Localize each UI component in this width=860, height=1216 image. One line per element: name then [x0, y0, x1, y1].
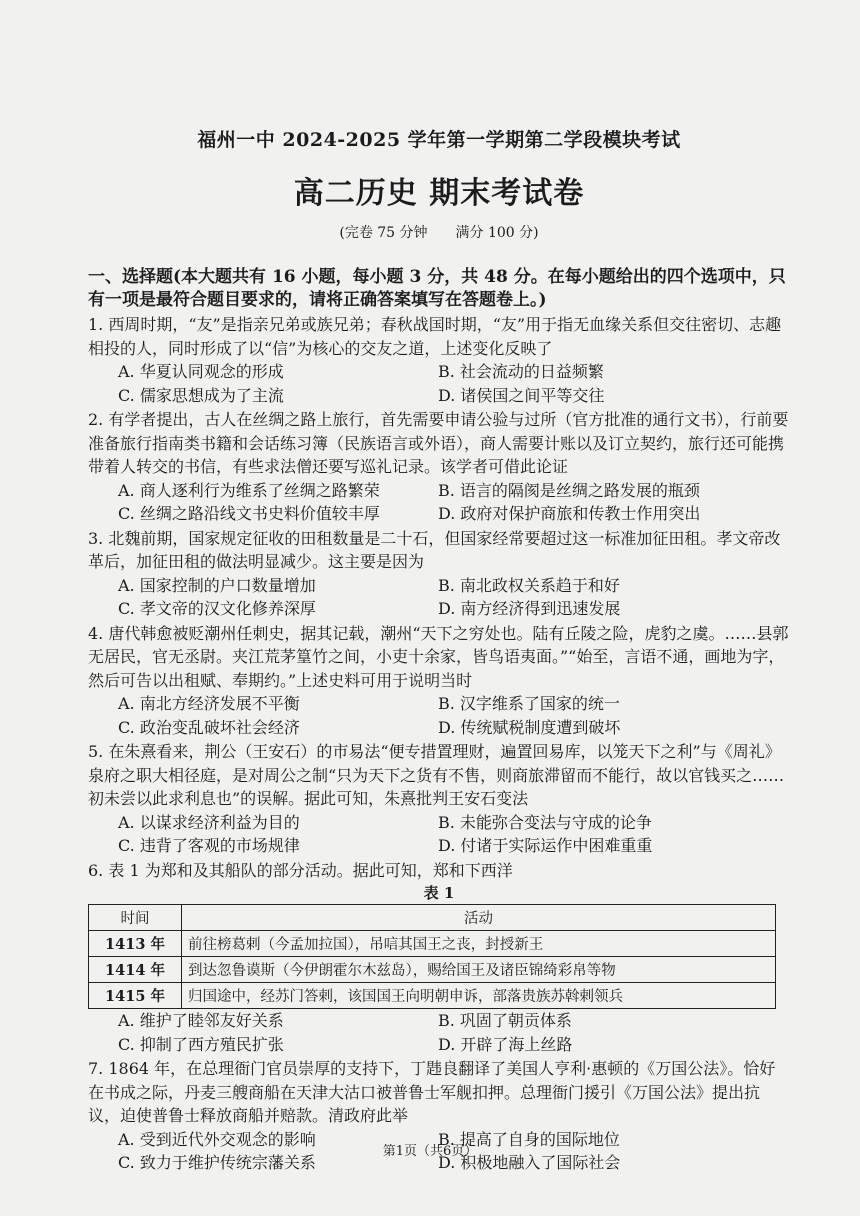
page-footer: 第1页（共6页） [382, 1144, 478, 1159]
option-b: B. 南北政权关系趋于和好 [438, 575, 620, 595]
cell-year: 1414 年 [89, 957, 182, 983]
section-heading: 一、选择题(本大题共有 16 小题，每小题 3 分，共 48 分。在每小题给出的四个选项中，只有一项是最符合题目要求的，请将正确答案填写在答题卷上。) [88, 267, 786, 310]
question-stem: 3. 北魏前期，国家规定征收的田租数量是二十石，但国家经常要超过这一标准加征田租。孝文帝改革后，加征田租的做法明显减少。这主要是因为 [88, 528, 781, 571]
question-4 [88, 622, 790, 740]
table-row [89, 957, 776, 983]
question-options [88, 1009, 790, 1056]
exam-subtitle [88, 222, 790, 242]
option-d: D. 传统赋税制度遭到破坏 [438, 717, 621, 737]
option-a: A. 以谋求经济利益为目的 [118, 812, 300, 832]
option-d: D. 南方经济得到迅速发展 [438, 599, 621, 618]
option-c: C. 丝绸之路沿线文书史料价值较丰厚 [118, 504, 380, 523]
option-b: B. 未能弥合变法与守成的论争 [438, 812, 652, 832]
question-6 [88, 859, 790, 1057]
question-stem: 4. 唐代韩愈被贬潮州任刺史，据其记载，潮州“天下之穷处也。陆有丘陵之险，虎豹之虞。……县郭无居民，官无丞尉。夹江荒茅篁竹之间，小吏十余家，皆鸟语夷面。”“始至，言语不通，画地为字，然后可告以出租赋、奉期约。”上述史料可用于说明当时 [88, 623, 789, 690]
question-5 [88, 740, 790, 858]
option-a: A. 受到近代外交观念的影响 [118, 1129, 316, 1149]
table-row [89, 983, 776, 1009]
question-options [88, 479, 790, 526]
header-activity: 活动 [182, 905, 776, 931]
cell-year: 1415 年 [89, 983, 182, 1009]
question-options [88, 692, 790, 739]
question-stem: 7. 1864 年，在总理衙门官员崇厚的支持下，丁韪良翻译了美国人亨利·惠顿的《万国公法》。恰好在书成之际，丹麦三艘商船在天津大沽口被普鲁士军舰扣押。总理衙门援引《万国公法》提出抗议，迫使普鲁士释放商船并赔款。清政府此举 [88, 1059, 776, 1125]
option-d: D. 政府对保护商旅和传教士作用突出 [438, 504, 701, 523]
option-b: B. 汉字维系了国家的统一 [438, 694, 620, 713]
option-d: D. 开辟了海上丝路 [438, 1034, 573, 1054]
option-c: C. 抑制了西方殖民扩张 [118, 1034, 284, 1054]
exam-score: 满分 100 分) [455, 225, 539, 241]
question-stem: 1. 西周时期，“友”是指亲兄弟或族兄弟；春秋战国时期，“友”用于指无血缘关系但交往密切、志趣相投的人，同时形成了以“信”为核心的交友之道，上述变化反映了 [88, 315, 782, 358]
option-b: B. 社会流动的日益频繁 [438, 362, 604, 381]
option-d: D. 积极地融入了国际社会 [438, 1153, 621, 1172]
question-options [88, 811, 790, 858]
option-c: C. 孝文帝的汉文化修养深厚 [118, 599, 316, 618]
option-c: C. 致力于维护传统宗藩关系 [118, 1153, 316, 1172]
zheng-he-table [88, 904, 776, 1009]
option-a: A. 国家控制的户口数量增加 [118, 575, 316, 595]
cell-activity: 前往榜葛剌（今孟加拉国），吊唁其国王之丧，封授新王 [182, 931, 776, 957]
question-stem: 5. 在朱熹看来，荆公（王安石）的市易法“便专措置理财，遍置回易库，以笼天下之利”与《周礼》泉府之职大相径庭，是对周公之制“只为天下之货有不售，则商旅滞留而不能行，故以官钱买之……初未尝以此求利息也”的误解。据此可知，朱熹批判王安石变法 [88, 742, 785, 808]
cell-activity: 归国途中，经苏门答剌，该国国王向明朝申诉，部落贵族苏斡剌领兵 [182, 983, 776, 1009]
question-1 [88, 313, 790, 407]
question-options [88, 360, 790, 407]
option-c: C. 违背了客观的市场规律 [118, 836, 300, 855]
option-a: A. 维护了睦邻友好关系 [118, 1011, 284, 1030]
header-time: 时间 [89, 905, 182, 931]
question-stem: 6. 表 1 为郑和及其船队的部分活动。据此可知，郑和下西洋 [88, 860, 513, 880]
exam-title: 高二历史 期末考试卷 [293, 176, 585, 211]
option-b: B. 语言的隔阂是丝绸之路发展的瓶颈 [438, 480, 700, 500]
exam-time: (完卷 75 分钟 [339, 225, 428, 241]
option-a: A. 商人逐利行为维系了丝绸之路繁荣 [118, 480, 380, 500]
option-b: B. 提高了自身的国际地位 [438, 1129, 620, 1149]
cell-activity: 到达忽鲁谟斯（今伊朗霍尔木兹岛），赐给国王及诸臣锦绮彩帛等物 [182, 957, 776, 983]
option-d: D. 诸侯国之间平等交往 [438, 385, 605, 405]
option-b: B. 巩固了朝贡体系 [438, 1011, 572, 1030]
option-c: C. 儒家思想成为了主流 [118, 385, 284, 405]
option-d: D. 付诸于实际运作中困难重重 [438, 836, 653, 855]
table-row [89, 931, 776, 957]
question-3 [88, 527, 790, 621]
school-header: 福州一中 2024-2025 学年第一学期第二学段模块考试 [197, 129, 681, 151]
table-header-row [89, 905, 776, 931]
question-2 [88, 408, 790, 526]
option-a: A. 南北方经济发展不平衡 [118, 694, 300, 713]
table-caption: 表 1 [423, 884, 455, 902]
option-a: A. 华夏认同观念的形成 [118, 362, 284, 381]
cell-year: 1413 年 [89, 931, 182, 957]
option-c: C. 政治变乱破坏社会经济 [118, 717, 300, 737]
question-options [88, 574, 790, 621]
question-stem: 2. 有学者提出，古人在丝绸之路上旅行，首先需要申请公验与过所（官方批准的通行文书），行前要准备旅行指南类书籍和会话练习簿（民族语言或外语），商人需要计账以及订立契约，旅行还可能携带着人转交的书信，有些求法僧还要写巡礼记录。该学者可借此论证 [88, 410, 789, 476]
